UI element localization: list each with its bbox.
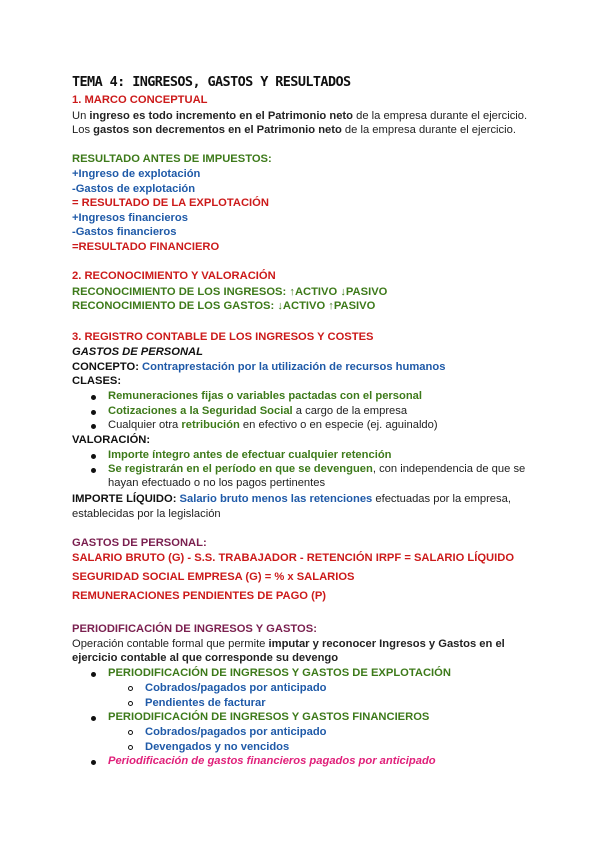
valoracion-item: Se registrarán en el período en que se devenguen, con independencia de que se xyxy=(108,463,526,475)
page-title: TEMA 4: INGRESOS, GASTOS Y RESULTADOS xyxy=(72,74,351,90)
bullet-icon xyxy=(91,454,96,459)
resultado-item: -Gastos de explotación xyxy=(72,183,196,195)
periodificacion-item: PERIODIFICACIÓN DE INGRESOS Y GASTOS FINANCIEROS xyxy=(108,711,430,723)
bullet-icon xyxy=(91,424,96,429)
section-1-heading: 1. MARCO CONCEPTUAL xyxy=(72,94,208,106)
periodificacion-subitem: Cobrados/pagados por anticipado xyxy=(145,726,327,738)
periodificacion-definition: Operación contable formal que permite imputar y reconocer Ingresos y Gastos en el xyxy=(72,638,505,650)
periodificacion-item: Periodificación de gastos financieros pagados por anticipado xyxy=(108,755,436,767)
periodificacion-subitem: Cobrados/pagados por anticipado xyxy=(145,682,327,694)
valoracion-item-continued: hayan efectuado o no los pagos pertinentes xyxy=(108,477,326,489)
paragraph-gasto: Los gastos son decrementos en el Patrimonio neto de la empresa durante el ejercicio. xyxy=(72,124,516,136)
clase-item: Remuneraciones fijas o variables pactadas con el personal xyxy=(108,390,422,402)
sub-bullet-icon xyxy=(128,730,133,735)
gastos-personal-subheading: GASTOS DE PERSONAL xyxy=(72,346,203,358)
bullet-icon xyxy=(91,716,96,721)
bullet-icon xyxy=(91,672,96,677)
valoracion-label: VALORACIÓN: xyxy=(72,434,151,446)
gastos-personal-heading: GASTOS DE PERSONAL: xyxy=(72,537,207,549)
bullet-icon xyxy=(91,760,96,765)
periodificacion-heading: PERIODIFICACIÓN DE INGRESOS Y GASTOS: xyxy=(72,623,317,635)
bullet-icon xyxy=(91,395,96,400)
bullet-icon xyxy=(91,468,96,473)
paragraph-ingreso: Un ingreso es todo incremento en el Patrimonio neto de la empresa durante el ejercicio. xyxy=(72,110,528,122)
concepto-line: CONCEPTO: Contraprestación por la utilización de recursos humanos xyxy=(72,361,446,373)
section-3-heading: 3. REGISTRO CONTABLE DE LOS INGRESOS Y COSTES xyxy=(72,331,374,343)
reconocimiento-gastos: RECONOCIMIENTO DE LOS GASTOS: ↓ACTIVO ↑PASIVO xyxy=(72,300,376,312)
resultado-item: +Ingresos financieros xyxy=(72,212,188,224)
formula-remuneraciones: REMUNERACIONES PENDIENTES DE PAGO (P) xyxy=(72,590,327,602)
formula-salario: SALARIO BRUTO (G) - S.S. TRABAJADOR - RETENCIÓN IRPF = SALARIO LÍQUIDO xyxy=(72,552,515,564)
periodificacion-definition-2: ejercicio contable al que corresponde su devengo xyxy=(72,652,339,664)
sub-bullet-icon xyxy=(128,745,133,750)
reconocimiento-ingresos: RECONOCIMIENTO DE LOS INGRESOS: ↑ACTIVO ↓PASIVO xyxy=(72,286,388,298)
importe-liquido-line-2: establecidas por la legislación xyxy=(72,508,221,520)
clase-item: Cualquier otra retribución en efectivo o en especie (ej. aguinaldo) xyxy=(108,419,438,431)
clases-label: CLASES: xyxy=(72,375,122,387)
periodificacion-item: PERIODIFICACIÓN DE INGRESOS Y GASTOS DE EXPLOTACIÓN xyxy=(108,667,451,679)
bullet-icon xyxy=(91,410,96,415)
importe-liquido-line: IMPORTE LÍQUIDO: Salario bruto menos las retenciones efectuadas por la empresa, xyxy=(72,493,511,505)
resultado-item: +Ingreso de explotación xyxy=(72,168,201,180)
valoracion-item: Importe íntegro antes de efectuar cualquier retención xyxy=(108,449,392,461)
resultado-heading: RESULTADO ANTES DE IMPUESTOS: xyxy=(72,153,272,165)
sub-bullet-icon xyxy=(128,701,133,706)
periodificacion-subitem: Pendientes de facturar xyxy=(145,697,266,709)
resultado-item: =RESULTADO FINANCIERO xyxy=(72,241,220,253)
section-2-heading: 2. RECONOCIMIENTO Y VALORACIÓN xyxy=(72,270,276,282)
formula-seguridad-social: SEGURIDAD SOCIAL EMPRESA (G) = % x SALARIOS xyxy=(72,571,355,583)
clase-item: Cotizaciones a la Seguridad Social a cargo de la empresa xyxy=(108,405,408,417)
resultado-item: = RESULTADO DE LA EXPLOTACIÓN xyxy=(72,197,269,209)
sub-bullet-icon xyxy=(128,686,133,691)
resultado-item: -Gastos financieros xyxy=(72,226,177,238)
periodificacion-subitem: Devengados y no vencidos xyxy=(145,741,290,753)
